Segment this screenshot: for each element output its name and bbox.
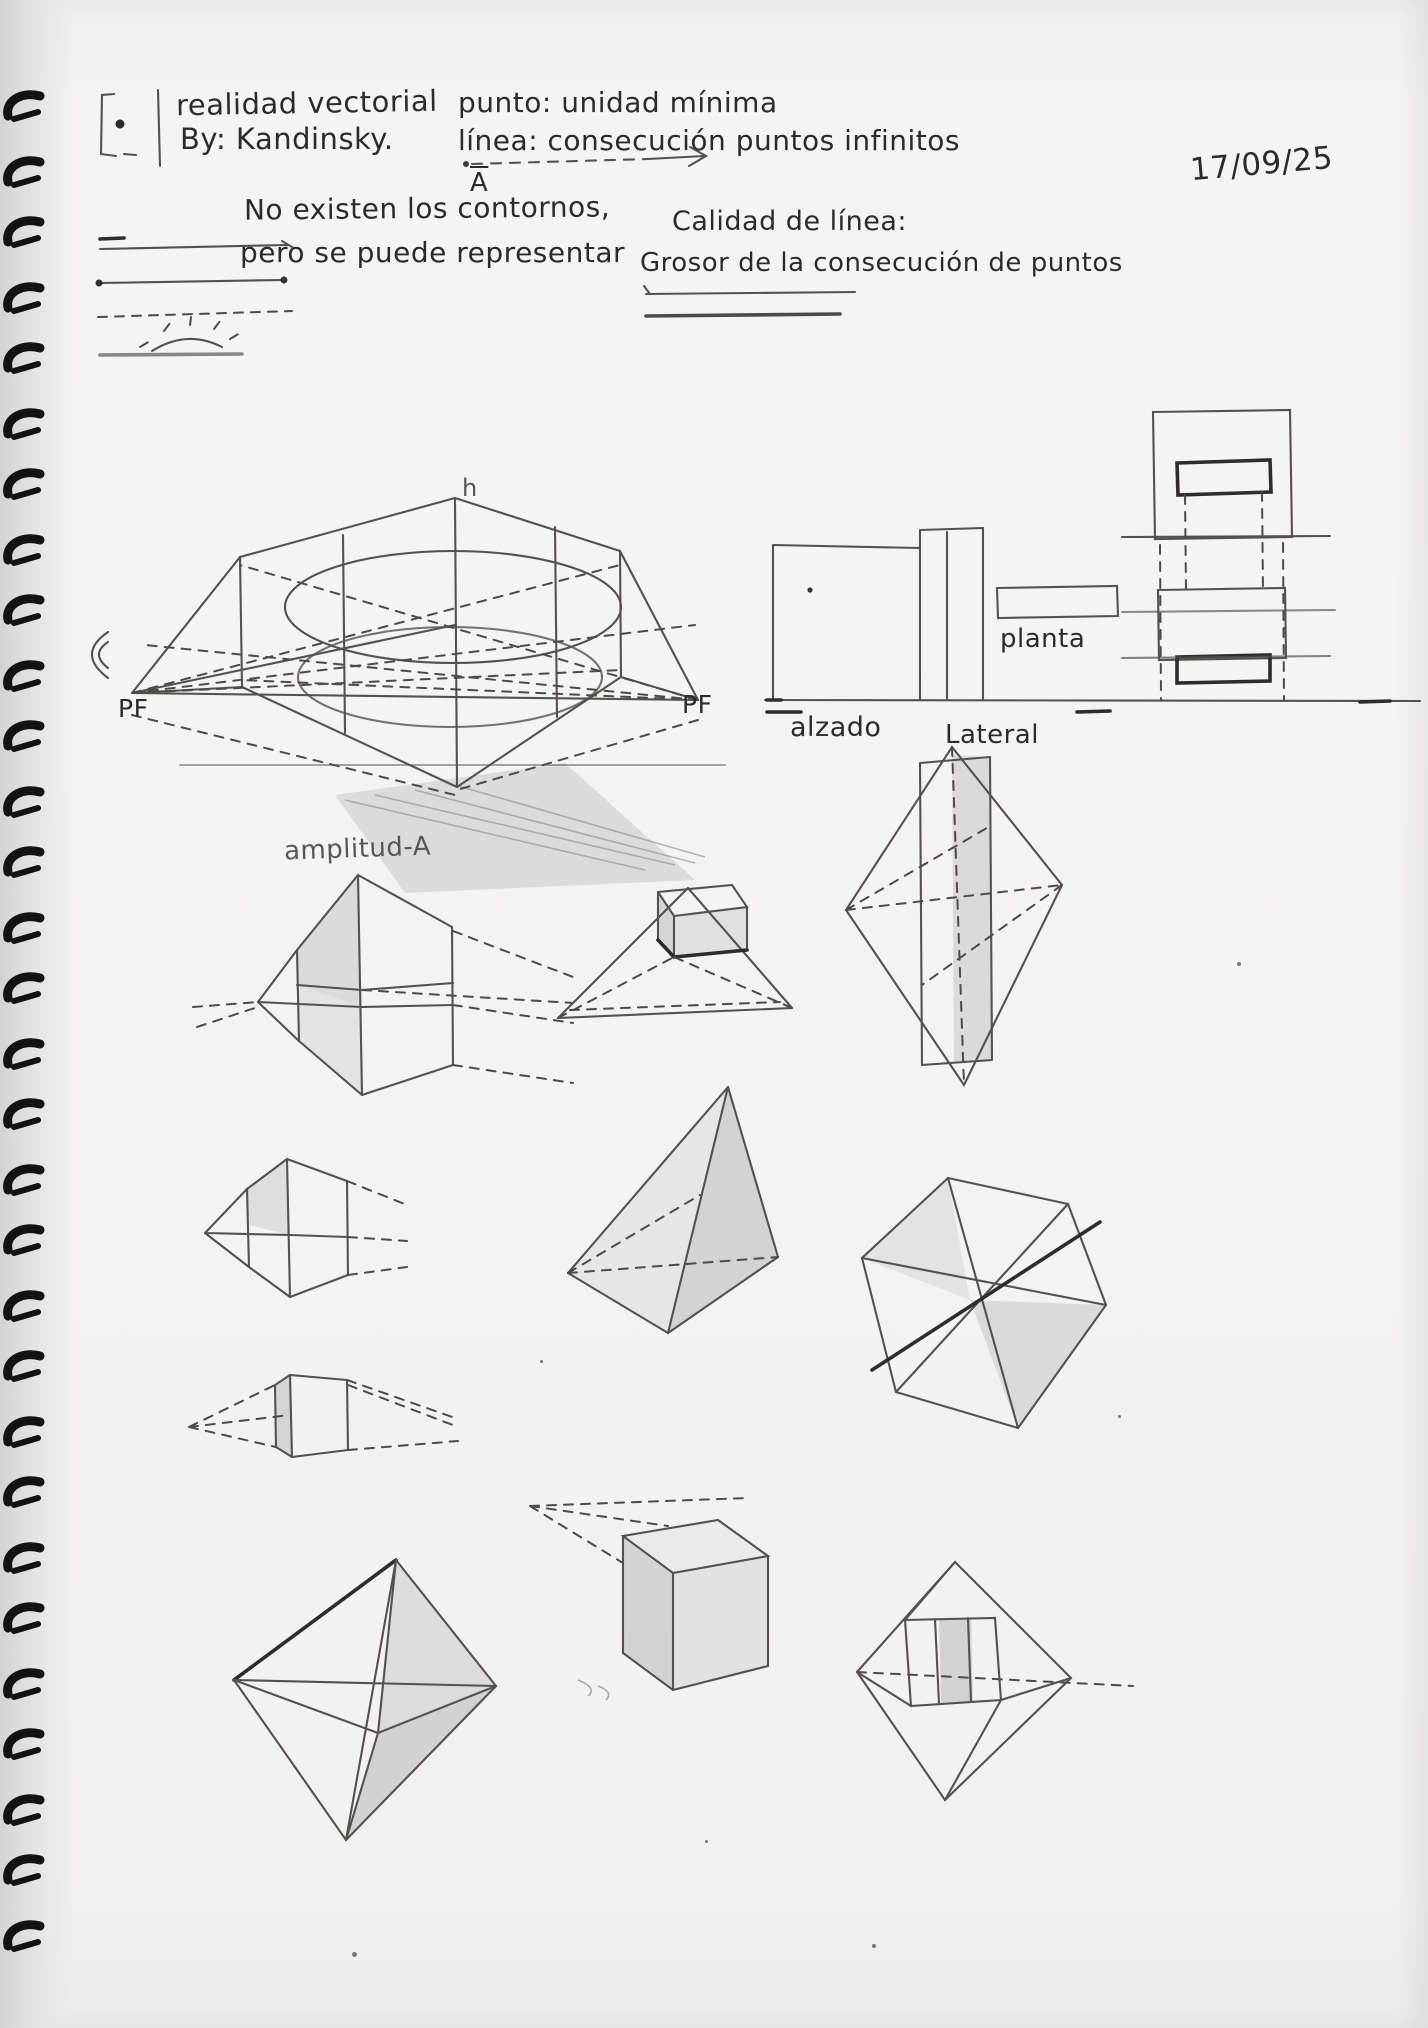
sketch-triangle-with-box (540, 860, 810, 1045)
page-title-line2: By: Kandinsky. (180, 122, 394, 156)
paper-speck (872, 1944, 876, 1948)
line-quality-subtitle: Grosor de la consecución de puntos (640, 248, 1123, 278)
vanishing-point-right-label: PF (682, 690, 713, 719)
paper-speck (352, 1952, 357, 1957)
line-thickness-samples-icon (640, 282, 900, 327)
sketch-faceted-hexagon (850, 1160, 1110, 1445)
sketch-two-point-box-small (195, 1145, 410, 1310)
point-definition: punto: unidad mínima (458, 86, 778, 119)
point-in-square-icon (98, 88, 172, 172)
arrow-label: $\overline{A}$ (470, 168, 489, 198)
amplitude-label: amplitud-A (283, 831, 432, 867)
front-view-label: alzado (790, 712, 882, 743)
contours-note-line2: pero se puede representar (240, 236, 626, 269)
sketch-main-perspective (85, 465, 755, 895)
sketch-large-pyramid (540, 1075, 810, 1340)
paper-speck (1237, 962, 1241, 966)
sketch-tiny-box-two-point (175, 1355, 465, 1485)
paper-speck (705, 1840, 708, 1843)
dotted-arrow-icon (458, 146, 728, 186)
vanishing-point-left-label: PF (118, 694, 149, 723)
plan-view-label: planta (1000, 624, 1086, 654)
eye-icon (70, 628, 114, 682)
paper-speck (1118, 1415, 1121, 1418)
height-label: h (462, 474, 478, 502)
sketch-large-diamond (218, 1548, 508, 1848)
date-note: 17/09/25 (1188, 139, 1335, 189)
sketch-diamond-with-box (843, 1548, 1138, 1813)
sketch-tall-octahedron (822, 735, 1080, 1090)
spiral-binding-icon (0, 0, 74, 2028)
page-title-line1: realidad vectorial (175, 83, 438, 123)
line-quality-title: Calidad de línea: (672, 206, 908, 237)
line-definition: línea: consecución puntos infinitos (458, 124, 960, 157)
side-view-label: Lateral (945, 720, 1039, 750)
paper-speck (540, 1360, 543, 1363)
sketch-two-point-box-large (185, 855, 580, 1110)
sketch-cube-with-rays (518, 1468, 803, 1713)
contours-note-line1: No existen los contornos, (243, 190, 611, 227)
